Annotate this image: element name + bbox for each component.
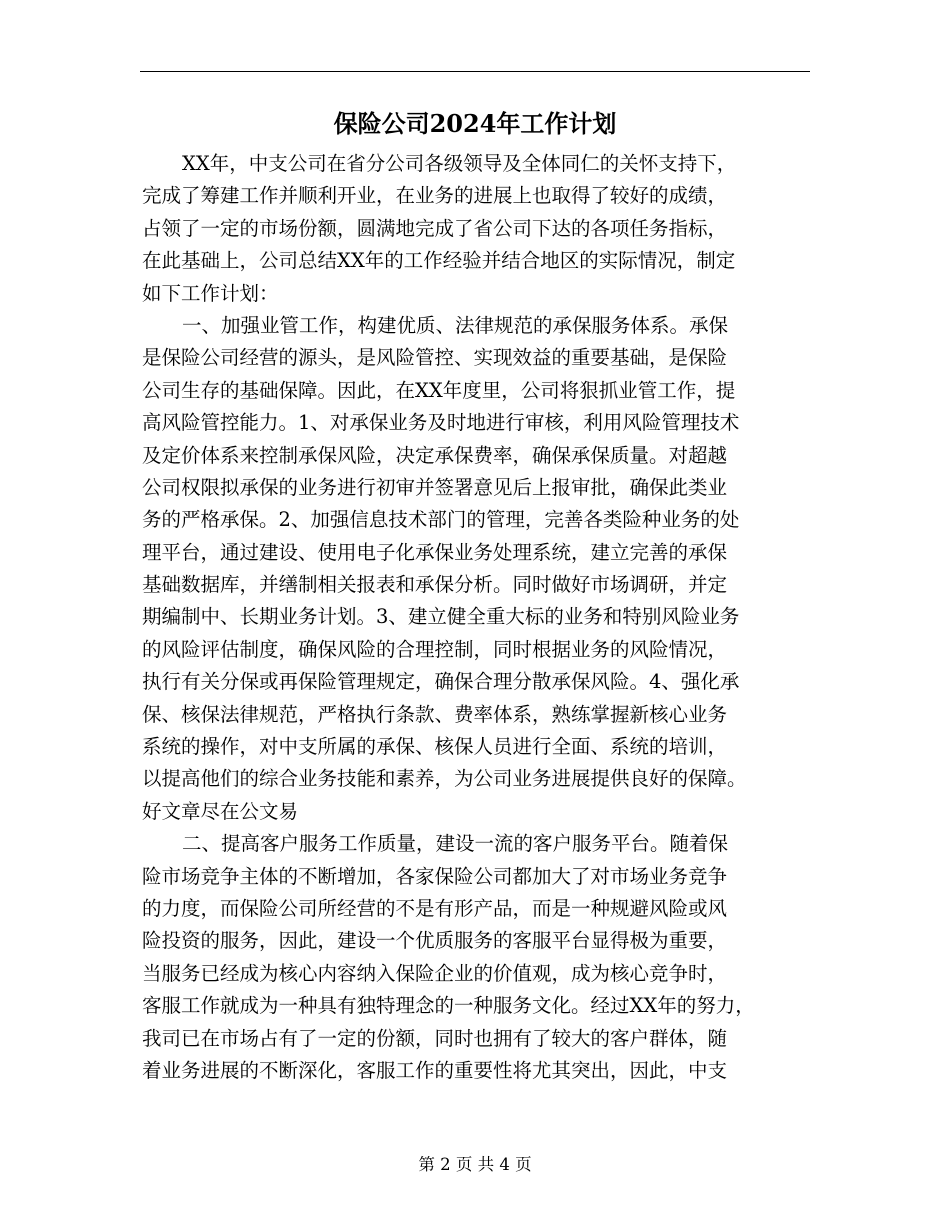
body-line: 客服工作就成为一种具有独特理念的一种服务文化。经过XX年的努力，: [142, 994, 755, 1018]
body-line: 系统的操作，对中支所属的承保、核保人员进行全面、系统的培训，: [142, 735, 728, 759]
body-line: 期编制中、长期业务计划。3、建立健全重大标的业务和特别风险业务: [142, 605, 740, 629]
body-line: 的力度，而保险公司所经营的不是有形产品，而是一种规避风险或风: [142, 896, 728, 920]
body-line: 险市场竞争主体的不断增加，各家保险公司都加大了对市场业务竞争: [142, 864, 728, 888]
document-title: 保险公司2024年工作计划: [333, 109, 617, 138]
body-line: 保、核保法律规范，严格执行条款、费率体系，熟练掌握新核心业务: [142, 702, 728, 726]
body-line: 以提高他们的综合业务技能和素养，为公司业务进展提供良好的保障。: [142, 767, 747, 791]
body-line: XX年，中支公司在省分公司各级领导及全体同仁的关怀支持下，: [182, 152, 737, 175]
body-line: 我司已在市场占有了一定的份额，同时也拥有了较大的客户群体，随: [142, 1026, 728, 1050]
body-line: 如下工作计划：: [142, 281, 279, 305]
body-line: 及定价体系来控制承保风险，决定承保费率，确保承保质量。对超越: [142, 443, 728, 467]
body-line: 占领了一定的市场份额，圆满地完成了省公司下达的各项任务指标，: [142, 216, 728, 240]
body-line: 公司生存的基础保障。因此，在XX年度里，公司将狠抓业管工作，提: [142, 378, 736, 402]
body-line: 着业务进展的不断深化，客服工作的重要性将尤其突出，因此，中支: [142, 1058, 728, 1082]
body-line: 高风险管控能力。1、对承保业务及时地进行审核，利用风险管理技术: [142, 411, 740, 435]
body-line: 险投资的服务，因此，建设一个优质服务的客服平台显得极为重要，: [142, 929, 728, 953]
body-line: 的风险评估制度，确保风险的合理控制，同时根据业务的风险情况，: [142, 637, 728, 661]
page-number: 第 2 页 共 4 页: [418, 1155, 532, 1174]
body-line: 理平台，通过建设、使用电子化承保业务处理系统，建立完善的承保: [142, 540, 728, 564]
body-line: 当服务已经成为核心内容纳入保险企业的价值观，成为核心竞争时，: [142, 961, 728, 985]
body-line: 一、加强业管工作，构建优质、法律规范的承保服务体系。承保: [182, 313, 729, 337]
body-line: 公司权限拟承保的业务进行初审并签署意见后上报审批，确保此类业: [142, 475, 728, 499]
body-line: 好文章尽在公文易: [142, 799, 299, 823]
body-line: 执行有关分保或再保险管理规定，确保合理分散承保风险。4、强化承: [142, 670, 740, 694]
body-line: 基础数据库，并缮制相关报表和承保分析。同时做好市场调研，并定: [142, 573, 728, 597]
body-line: 在此基础上，公司总结XX年的工作经验并结合地区的实际情况，制定: [142, 249, 736, 273]
header-rule: [140, 71, 810, 72]
body-line: 是保险公司经营的源头，是风险管控、实现效益的重要基础，是保险: [142, 346, 728, 370]
body-line: 完成了筹建工作并顺利开业，在业务的进展上也取得了较好的成绩，: [142, 184, 728, 208]
body-line: 二、提高客户服务工作质量，建设一流的客户服务平台。随着保: [182, 832, 729, 856]
document-body: [142, 148, 812, 1087]
body-line: 务的严格承保。2、加强信息技术部门的管理，完善各类险种业务的处: [142, 508, 740, 532]
